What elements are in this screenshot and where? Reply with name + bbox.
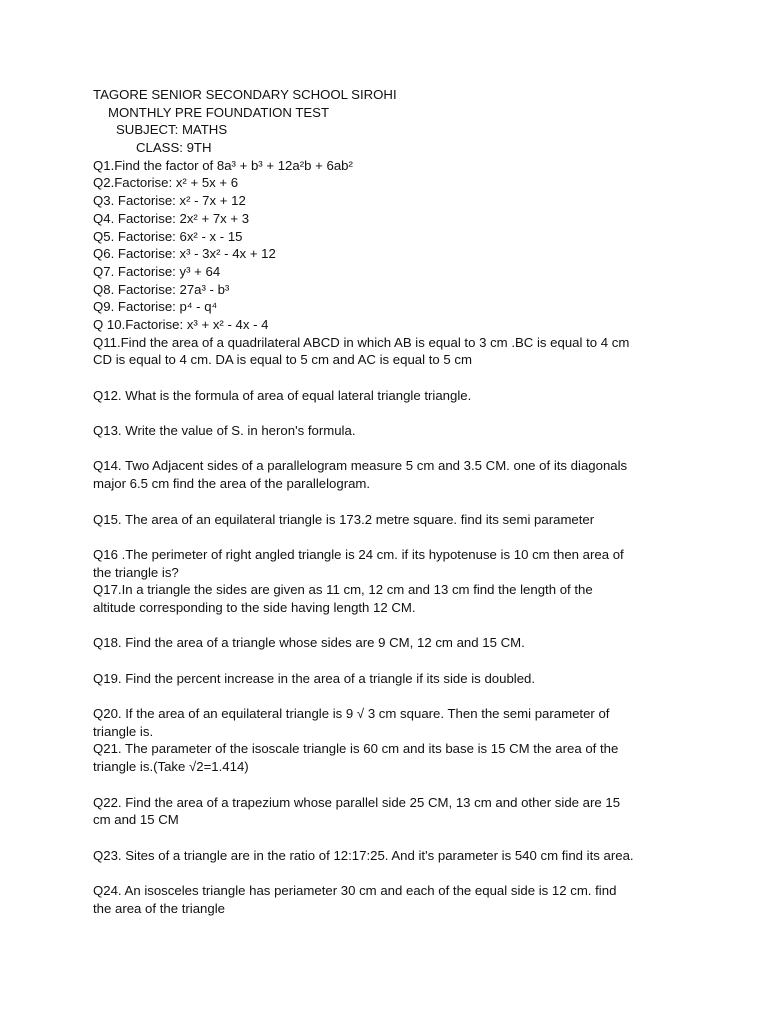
question-8: Q8. Factorise: 27a³ - b³: [93, 281, 230, 297]
spacer: [93, 617, 703, 635]
school-name: TAGORE SENIOR SECONDARY SCHOOL SIROHI: [93, 87, 397, 102]
test-title: MONTHLY PRE FOUNDATION TEST: [108, 104, 330, 120]
question-22-line-1: Q22. Find the area of a trapezium whose parallel side 25 CM, 13 cm and other side are 15: [93, 794, 621, 810]
class-label: CLASS: 9TH: [136, 140, 212, 156]
question-paper: [93, 86, 703, 917]
spacer: [93, 652, 703, 670]
question-13: Q13. Write the value of S. in heron's formula.: [93, 423, 356, 439]
spacer: [93, 864, 703, 882]
question-10: Q 10.Factorise: x³ + x² - 4x - 4: [93, 316, 269, 332]
spacer: [93, 404, 703, 422]
question-12: Q12. What is the formula of area of equal lateral triangle triangle.: [93, 387, 472, 403]
spacer: [93, 440, 703, 458]
question-17-line-2: altitude corresponding to the side having length 12 CM.: [93, 599, 416, 615]
question-7: Q7. Factorise: y³ + 64: [93, 263, 221, 279]
question-24-line-2: the area of the triangle: [93, 900, 225, 916]
question-6: Q6. Factorise: x³ - 3x² - 4x + 12: [93, 246, 276, 262]
question-2: Q2.Factorise: x² + 5x + 6: [93, 175, 239, 191]
spacer: [93, 776, 703, 794]
question-22-line-2: cm and 15 CM: [93, 812, 179, 828]
question-23: Q23. Sites of a triangle are in the ratio of 12:17:25. And it's parameter is 540 cm find its area.: [93, 847, 634, 863]
question-9: Q9. Factorise: p⁴ - q⁴: [93, 299, 218, 315]
question-16-line-2: the triangle is?: [93, 564, 179, 580]
spacer: [93, 687, 703, 705]
question-16-line-1: Q16 .The perimeter of right angled triangle is 24 cm. if its hypotenuse is 10 cm then area of: [93, 546, 624, 562]
question-18: Q18. Find the area of a triangle whose sides are 9 CM, 12 cm and 15 CM.: [93, 635, 525, 651]
spacer: [93, 369, 703, 387]
question-20-line-2: triangle is.: [93, 723, 154, 739]
subject-label: SUBJECT: MATHS: [116, 122, 228, 138]
question-14-line-2: major 6.5 cm find the area of the parallelogram.: [93, 476, 371, 492]
question-14-line-1: Q14. Two Adjacent sides of a parallelogram measure 5 cm and 3.5 CM. one of its diagonals: [93, 458, 628, 474]
question-11-line-1: Q11.Find the area of a quadrilateral ABCD in which AB is equal to 3 cm .BC is equal to 4 cm: [93, 334, 630, 350]
question-20-line-1: Q20. If the area of an equilateral triangle is 9 √ 3 cm square. Then the semi parameter of: [93, 706, 610, 722]
question-4: Q4. Factorise: 2x² + 7x + 3: [93, 210, 250, 226]
question-19: Q19. Find the percent increase in the area of a triangle if its side is doubled.: [93, 670, 536, 686]
question-15: Q15. The area of an equilateral triangle is 173.2 metre square. find its semi parameter: [93, 511, 595, 527]
question-21-line-1: Q21. The parameter of the isoscale triangle is 60 cm and its base is 15 CM the area of the: [93, 741, 619, 757]
spacer: [93, 829, 703, 847]
spacer: [93, 528, 703, 546]
question-11-line-2: CD is equal to 4 cm. DA is equal to 5 cm and AC is equal to 5 cm: [93, 352, 472, 368]
question-21-line-2: triangle is.(Take √2=1.414): [93, 759, 249, 775]
question-17-line-1: Q17.In a triangle the sides are given as 11 cm, 12 cm and 13 cm find the length of the: [93, 582, 593, 598]
question-3: Q3. Factorise: x² - 7x + 12: [93, 193, 246, 209]
question-1: Q1.Find the factor of 8a³ + b³ + 12a²b + 6ab²: [93, 157, 353, 173]
spacer: [93, 493, 703, 511]
question-5: Q5. Factorise: 6x² - x - 15: [93, 228, 243, 244]
question-24-line-1: Q24. An isosceles triangle has periameter 30 cm and each of the equal side is 12 cm. find: [93, 882, 617, 898]
